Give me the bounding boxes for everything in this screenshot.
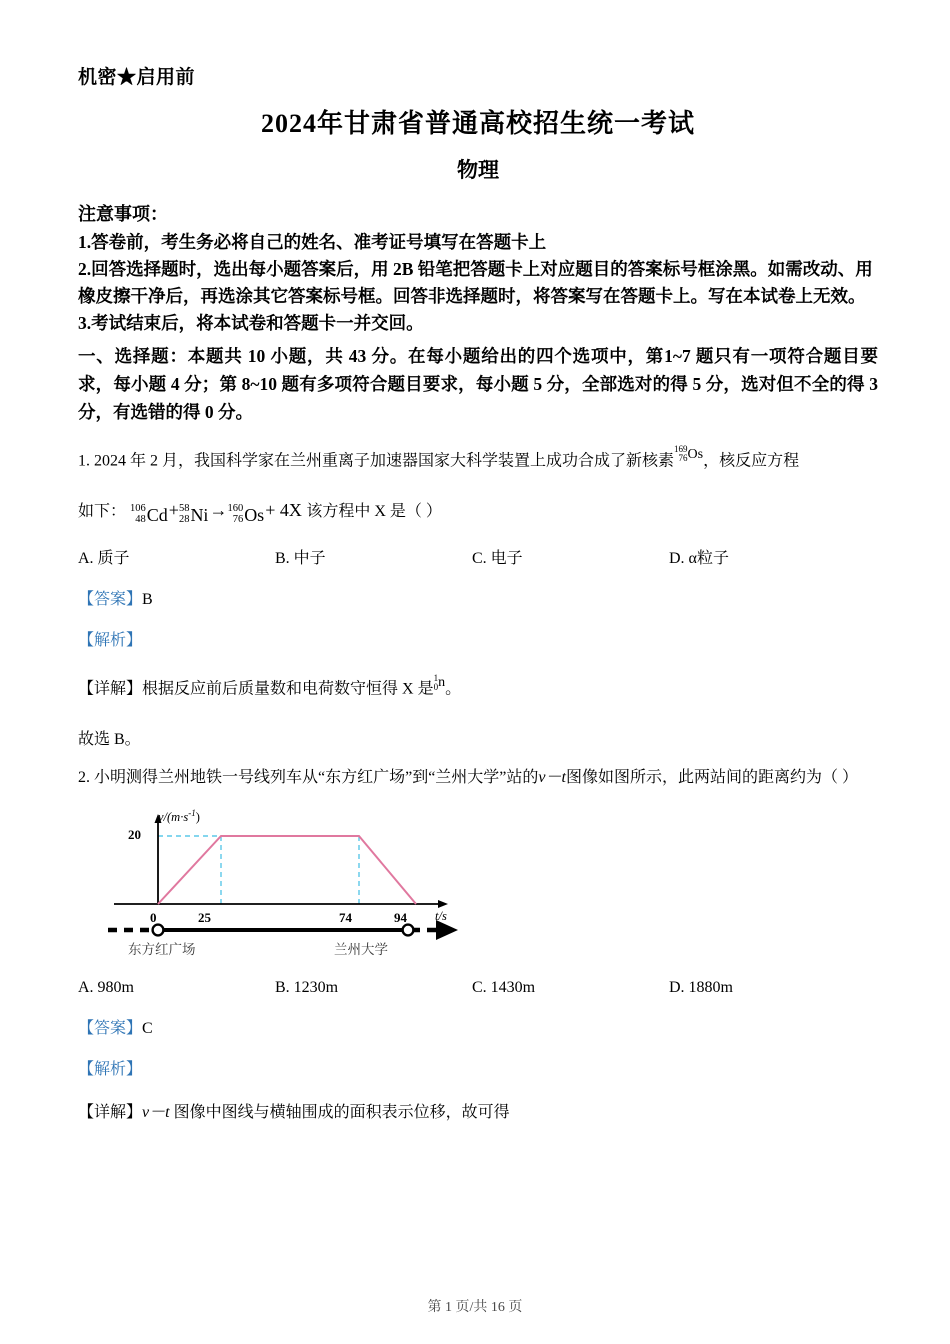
isotope-mass: 169 [674, 444, 688, 455]
station-label-end: 兰州大学 [334, 941, 388, 957]
question-2-stem-text-b: 图像如图所示，此两站间的距离约为（ ） [565, 769, 858, 787]
y-axis-label [158, 808, 200, 825]
equation-plus-1: + [168, 500, 179, 521]
question-1-detail-text-a: 根据反应前后质量数和电荷数守恒得 X 是 [142, 680, 434, 698]
note-item-3: 3.考试结束后，将本试卷和答题卡一并交回。 [78, 313, 424, 334]
equation-suffix: 该方程中 X 是（ ） [306, 503, 442, 521]
question-1-answer [78, 586, 878, 609]
vt-symbol-stem: v－t [538, 769, 566, 787]
x-axis-label: t/s [435, 908, 447, 923]
os-symbol: Os [244, 504, 265, 525]
confidential-notice: 机密★启用前 [78, 67, 196, 88]
exam-title: 2024年甘肃省普通高校招生统一考试 [260, 109, 695, 138]
question-2-stem-text-a: 2. 小明测得兰州地铁一号线列车从“东方红广场”到“兰州大学”站的 [78, 769, 539, 787]
neutron-symbol: n [438, 675, 446, 691]
question-2-options [78, 979, 878, 997]
x-tick-94: 94 [394, 909, 407, 925]
section-heading: 一、选择题：本题共 10 小题，共 43 分。在每小题给出的四个选项中，第1~7 题只有一项符合题目要求，每小题 4 分；第 8~10 题有多项符合题目要求，每小题 5 分，全部选对的得 5 分，选对但不全的得 3 分，有选错的得 0 分。 [78, 345, 878, 423]
isotope-symbol: Os [687, 446, 704, 462]
y-axis-label-text: v/(m·s [158, 810, 189, 824]
nuclear-equation [130, 500, 306, 525]
station-marker-start [153, 924, 164, 935]
x-tick-25: 25 [198, 909, 211, 925]
question-1-detail [78, 670, 878, 704]
ni-mass: 58 [178, 503, 190, 515]
page-content [78, 62, 878, 1128]
question-1-options [78, 545, 878, 568]
isotope-atomic: 76 [678, 453, 688, 464]
neutron-atomic: 0 [433, 681, 439, 692]
isotope-os169 [674, 441, 703, 468]
option-1-d[interactable]: D. α粒子 [669, 549, 729, 567]
isotope-neutron [434, 670, 446, 695]
exam-subject: 物理 [457, 158, 499, 182]
y-axis-exponent: -1 [188, 807, 196, 818]
notes-heading: 注意事项： [78, 204, 168, 224]
note-item-2: 2.回答选择题时，选出每小题答案后，用 2B 铅笔把答题卡上对应题目的答案标号框涂黑。如需改动、用橡皮擦干净后，再选涂其它答案标号框。回答非选择题时，将答案写在答题卡上。写在本试卷上无效。 [78, 259, 873, 307]
detail-label-2: 【详解】 [78, 1103, 143, 1121]
x-axis-arrow [438, 900, 448, 908]
question-2-detail [78, 1099, 878, 1128]
question-2-stem [78, 763, 878, 793]
option-2-c[interactable]: C. 1430m [472, 978, 536, 996]
reactant-cd106 [130, 495, 168, 533]
question-1-stem-text-a: 1. 2024 年 2 月，我国科学家在兰州重离子加速器国家大科学装置上成功合成了新核素 [78, 452, 675, 470]
equation-prefix: 如下： [78, 503, 127, 521]
reactant-ni58 [179, 495, 209, 533]
answer-label-2: 【答案】 [78, 1019, 143, 1037]
answer-label: 【答案】 [78, 590, 143, 608]
question-2-detail-text: 图像中图线与横轴围成的面积表示位移，故可得 [173, 1103, 510, 1121]
cd-atomic: 48 [135, 513, 146, 525]
neutron-mass: 1 [433, 672, 439, 683]
product-4x: 4X [279, 500, 302, 521]
option-1-c[interactable]: C. 电子 [472, 549, 523, 567]
page-footer: 第 1 页/共 16 页 [427, 1300, 523, 1315]
question-1-answer-value: B [142, 590, 153, 608]
station-label-start: 东方红广场 [128, 941, 196, 957]
os-mass: 160 [227, 503, 244, 515]
question-1-stem [78, 441, 878, 477]
velocity-time-figure [106, 806, 466, 961]
detail-label: 【详解】 [78, 680, 143, 698]
question-2-answer-value: C [142, 1019, 153, 1037]
ni-atomic: 28 [178, 513, 190, 525]
option-2-a[interactable]: A. 980m [78, 978, 134, 996]
x-tick-74: 74 [339, 909, 352, 925]
question-1-conclusion: 故选 B。 [78, 731, 141, 749]
question-1-detail-text-b: 。 [445, 680, 462, 698]
question-2-analysis [78, 1056, 878, 1079]
station-marker-end [403, 924, 414, 935]
os-atomic: 76 [232, 513, 244, 525]
note-item-1: 1.答卷前，考生务必将自己的姓名、准考证号填写在答题卡上 [78, 232, 547, 252]
question-1-analysis [78, 627, 878, 650]
question-1-equation-line [78, 492, 878, 533]
vt-curve [158, 836, 416, 904]
option-2-d[interactable]: D. 1880m [669, 978, 733, 996]
option-1-b[interactable]: B. 中子 [275, 549, 326, 567]
y-tick-20: 20 [128, 826, 141, 842]
option-2-b[interactable]: B. 1230m [275, 978, 339, 996]
y-axis-label-close: ) [195, 810, 200, 824]
analysis-label-2: 【解析】 [78, 1060, 143, 1078]
x-tick-0: 0 [150, 909, 157, 925]
vt-symbol-detail: v－t [142, 1103, 170, 1121]
cd-mass: 106 [130, 503, 146, 515]
equation-arrow: → [209, 500, 228, 521]
ni-symbol: Ni [190, 504, 209, 525]
equation-plus-2: + [265, 500, 276, 521]
analysis-label: 【解析】 [78, 631, 143, 649]
cd-symbol: Cd [146, 504, 168, 525]
product-os160 [227, 495, 264, 533]
question-2-answer [78, 1015, 878, 1038]
option-1-a[interactable]: A. 质子 [78, 549, 130, 567]
question-1-stem-text-b: ，核反应方程 [703, 452, 800, 470]
